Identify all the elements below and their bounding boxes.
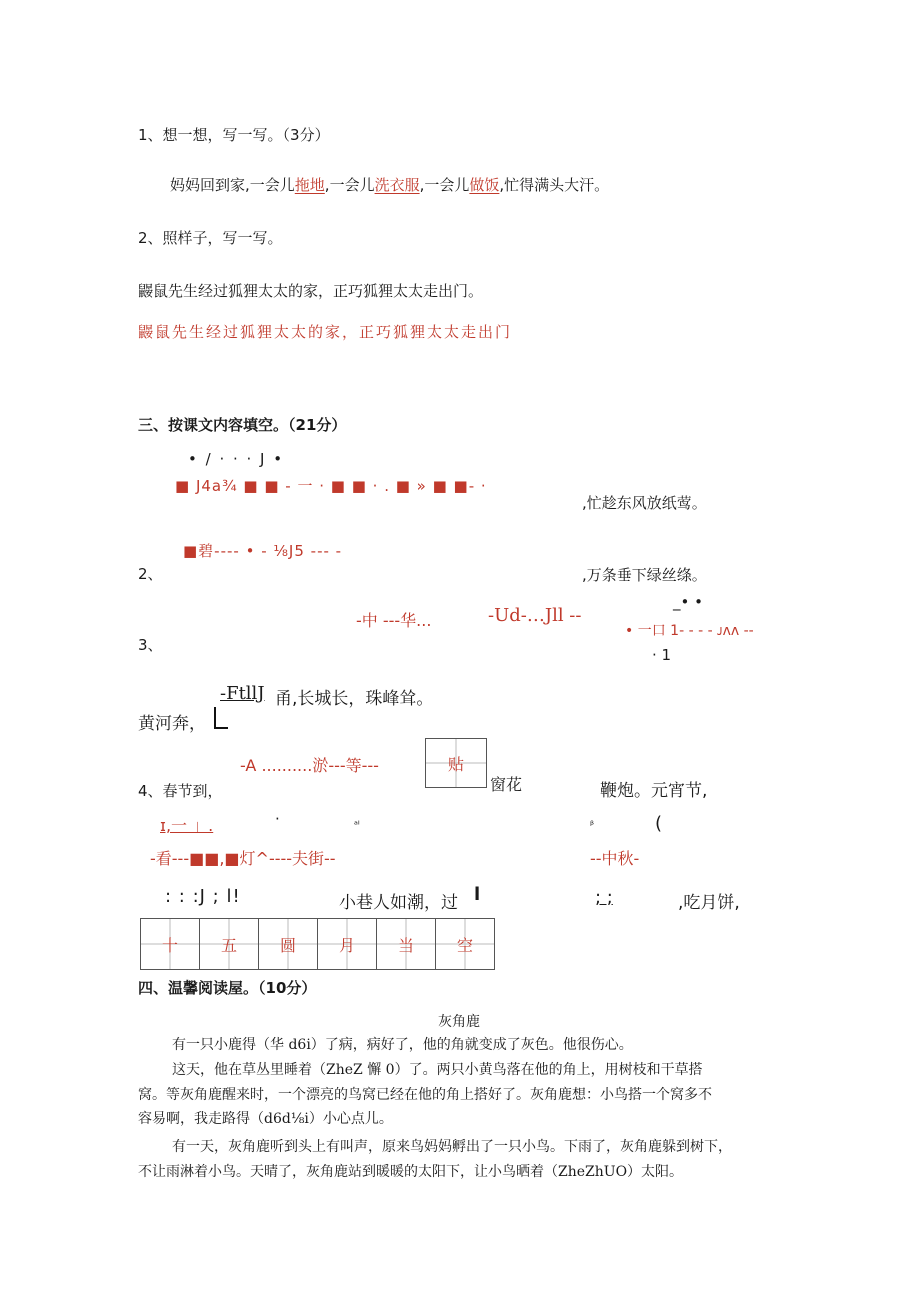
s3-line7-scribble-1: -看---■■,■灯^----夫街--	[150, 849, 336, 868]
q1-answer-1: 拖地	[294, 176, 325, 194]
grid-cell-1	[140, 918, 200, 970]
story-paragraph-2-line-3: 容易啊，我走路得（d6d⅛i）小心点儿。	[138, 1111, 393, 1127]
q2-sentence: 鼹鼠先生经过狐狸太太的家，正巧狐狸太太走出门。	[138, 282, 484, 300]
s3-line8-marks: : : :J ; l!	[165, 886, 241, 907]
s3-line3-scribble-1: -中 ---华...	[356, 611, 432, 630]
s3-line7-scribble-2: --中秋-	[590, 849, 640, 868]
s3-line5-scribble: -A ..........淤---等---	[240, 756, 379, 775]
grid-cell-3	[258, 918, 318, 970]
s3-line4-tail: 甬,长城长，珠峰耸。	[275, 689, 434, 709]
s3-line2-scribble: ■碧---- • - ⅛J5 --- -	[183, 542, 343, 560]
s3-line5-grid-cell	[425, 738, 487, 788]
q1-sentence	[170, 174, 609, 195]
story-title: 灰角鹿	[438, 1014, 480, 1030]
section4-title: 四、温馨阅读屋。（10分）	[138, 979, 317, 997]
grid-char-3: 圆	[279, 935, 296, 955]
s3-line5-grid-after: 窗花	[490, 775, 523, 794]
grid-cell-5	[376, 918, 436, 970]
q1-text-2: ,一会儿	[324, 176, 375, 194]
q1-answer-3: 做饭	[469, 176, 500, 194]
s3-line8-mid: 小巷人如潮，过	[339, 893, 458, 913]
q1-title: 1、想一想，写一写。（3分）	[138, 126, 330, 144]
q2-title: 2、照样子，写一写。	[138, 229, 283, 247]
story-paragraph-3-line-2: 不让雨淋着小鸟。天晴了，灰角鹿站到暖暖的太阳下，让小鸟晒着（ZheZhUO）太阳。	[138, 1164, 684, 1180]
q2-answer-clipped	[138, 323, 513, 341]
grid-char-6: 空	[456, 935, 473, 955]
s3-line6-paren: (	[655, 813, 663, 834]
s3-line5-grid-char: 贴	[447, 754, 464, 774]
story-paragraph-2-line-1: 这天，他在草丛里睡着（ZheZ 懈 0）了。两只小黄鸟落在他的角上，用树枝和干草搭	[172, 1062, 703, 1078]
s3-line8-tail: ,吃月饼,	[678, 893, 740, 913]
s3-line8-right: ; ;	[595, 887, 613, 908]
s3-line4-bracket	[214, 707, 228, 729]
s3-line5-tail: 鞭炮。元宵节,	[600, 781, 708, 801]
s3-line6-small-2: ᵝ	[590, 820, 595, 831]
grid-cell-6	[435, 918, 495, 970]
s3-line6-scribble: ɪ,一 」.	[160, 816, 214, 835]
grid-char-1: 十	[161, 935, 178, 955]
s3-line6-small-1: ᵃᴵ	[354, 820, 360, 831]
s3-line6-dot: ·	[275, 810, 280, 828]
q2-answer-text: 鼹鼠先生经过狐狸太太的家，正巧狐狸太太走出门	[138, 323, 513, 341]
grid-cell-4	[317, 918, 377, 970]
story-paragraph-2-line-2: 窝。等灰角鹿醒来时，一个漂亮的鸟窝已经在他的角上搭好了。灰角鹿想：小鸟搭一个窝多不	[138, 1087, 712, 1103]
s3-line4-answer: -FtllJ	[220, 683, 265, 704]
s3-line1-scribble: ■ J4a¾ ■ ■ - 一 · ■ ■ · . ■ » ■ ■- ·	[175, 477, 487, 495]
s3-line5-number: 4、春节到，	[138, 782, 223, 800]
q1-text-1: 妈妈回到家,一会儿	[170, 176, 295, 194]
s3-line3-scribble-2: -Ud-…Jll --	[488, 605, 582, 626]
grid-char-5: 当	[397, 935, 414, 955]
s3-line1-marks: • / · · · J •	[188, 450, 285, 468]
section3-title: 三、按课文内容填空。（21分）	[138, 416, 347, 434]
story-paragraph-1: 有一只小鹿得（华 d6i）了病，病好了，他的角就变成了灰色。他很伤心。	[172, 1037, 633, 1053]
q1-text-4: ,忙得满头大汗。	[499, 176, 610, 194]
grid-char-2: 五	[220, 935, 237, 955]
story-paragraph-3-line-1: 有一天，灰角鹿听到头上有叫声，原来鸟妈妈孵出了一只小鸟。下雨了，灰角鹿躲到树下，	[172, 1139, 732, 1155]
s3-line3-number: 3、	[138, 636, 163, 654]
s3-line3-bottom-marks: · 1	[652, 646, 672, 664]
s3-line8-bar: l	[474, 884, 481, 905]
s3-line3-scribble-3: • 一口 1- - - - ᴊᴧᴧ --	[625, 623, 754, 639]
q1-answer-2: 洗衣服	[374, 176, 420, 194]
grid-cell-2	[199, 918, 259, 970]
grid-char-4: 月	[338, 935, 355, 955]
s3-line3-dots: _• •	[673, 593, 703, 611]
q1-text-3: ,一会儿	[419, 176, 470, 194]
s3-line2-tail: ,万条垂下绿丝绦。	[582, 566, 707, 584]
s3-line4-head: 黄河奔，	[138, 714, 206, 734]
s3-line2-number: 2、	[138, 565, 163, 583]
s3-line1-tail: ,忙趁东风放纸莺。	[582, 494, 707, 512]
